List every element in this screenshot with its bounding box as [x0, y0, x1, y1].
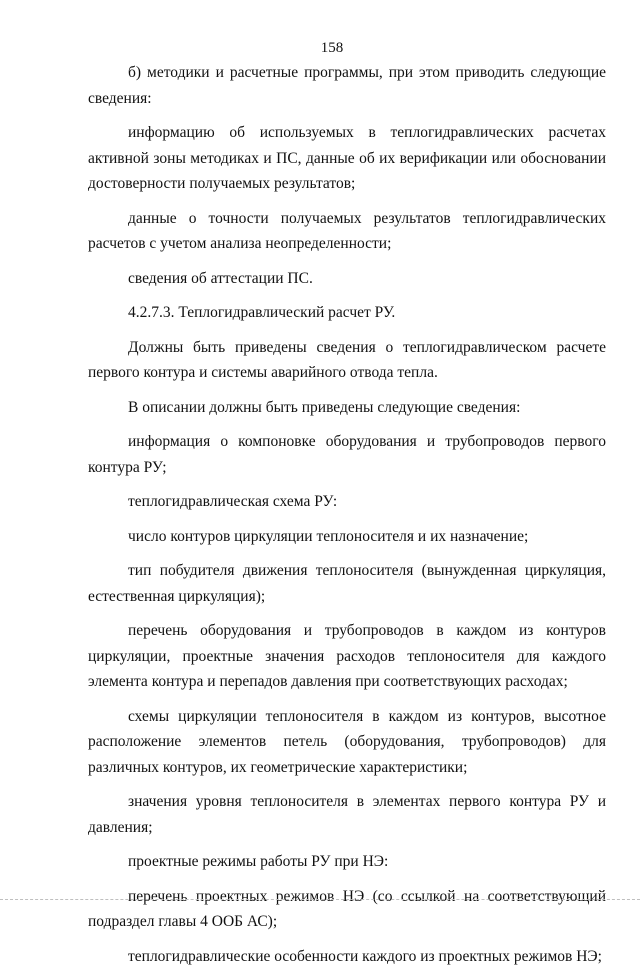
paragraph-modes-features: теплогидравлические особенности каждого из проектных режимов НЭ; [128, 947, 602, 965]
paragraph-circuit-count: число контуров циркуляции теплоносителя и их назначение; [128, 527, 529, 545]
paragraph-circulation-schemes: схемы циркуляции теплоносителя в каждом из контуров, высотное расположение элементов петель (оборудования, трубопроводов) для различных контуров, их геометрические характеристики; [88, 707, 606, 776]
paragraph-accuracy: данные о точности получаемых результатов теплогидравлических расчетов с учетом анализа неопределенности; [88, 209, 606, 252]
paragraph-description-intro: В описании должны быть приведены следующие сведения: [128, 398, 521, 416]
section-heading-4-2-7-3: 4.2.7.3. Теплогидравлический расчет РУ. [128, 304, 396, 321]
paragraph-coolant-level: значения уровня теплоносителя в элементах первого контура РУ и давления; [88, 793, 606, 836]
paragraph-hydraulic-scheme: теплогидравлическая схема РУ: [128, 493, 338, 510]
paragraph-required-info: Должны быть приведены сведения о теплогидравлическом расчете первого контура и системы аварийного отвода тепла. [88, 338, 606, 381]
paragraph-layout-info: информация о компоновке оборудования и трубопроводов первого контура РУ; [88, 433, 606, 476]
paragraph-design-modes: проектные режимы работы РУ при НЭ: [128, 853, 389, 870]
paragraph-modes-list: перечень проектных режимов НЭ (со ссылкой на соответствующий подраздел главы 4 ООБ АС); [88, 887, 606, 930]
body-text [88, 60, 606, 978]
paragraph-methods-info: информацию об используемых в теплогидравлических расчетах активной зоны методиках и ПС, данные об их верификации или обосновании достоверности получаемых результатов; [88, 124, 606, 192]
paragraph-equipment-list: перечень оборудования и трубопроводов в каждом из контуров циркуляции, проектные значения расходов теплоносителя для каждого элемента контура и перепадов давления при соответствующих расходах; [88, 622, 606, 690]
paragraph-methods-intro: б) методики и расчетные программы, при этом приводить следующие сведения: [88, 64, 606, 107]
page-number: 158 [320, 40, 344, 56]
paragraph-driver-type: тип побудителя движения теплоносителя (вынужденная циркуляция, естественная циркуляция); [88, 562, 606, 605]
paragraph-certification: сведения об аттестации ПС. [128, 269, 313, 287]
page-bottom-edge [0, 899, 640, 901]
